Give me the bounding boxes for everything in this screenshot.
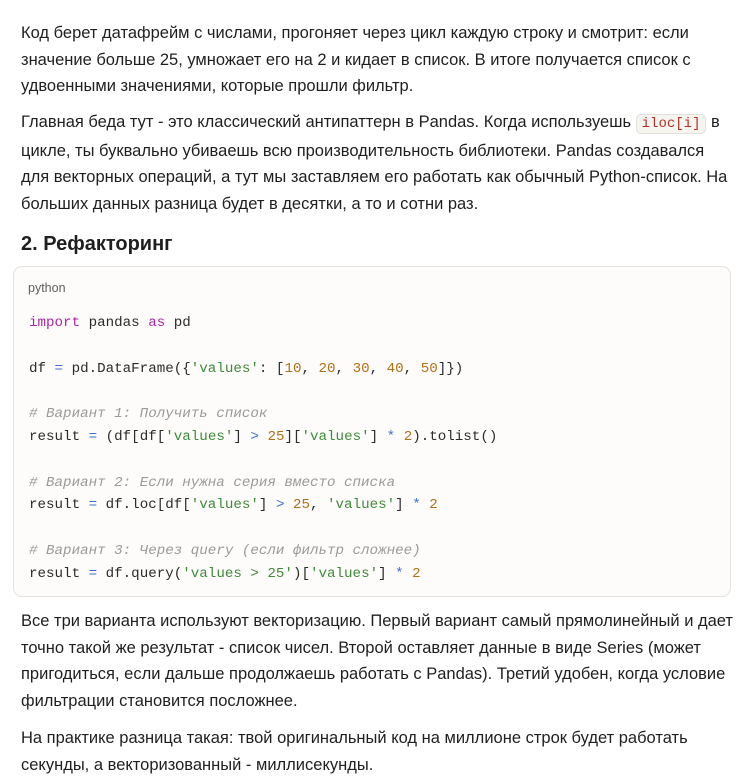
code-token-str: 'values' [190,360,259,377]
code-block[interactable] [13,266,731,597]
code-line [29,358,497,381]
paragraph-antipattern-text-2: в цикле, ты буквально убиваешь всю производительность библиотеки. Pandas создавался для векторных операций, а тут мы заставляем его работать как обычный Python-список. На больших данных разница будет в десятки, а то и сотни раз. [21,113,728,213]
code-token-op: > [275,497,285,514]
code-token-num: 25 [292,497,310,514]
code-token-plain: ).tolist() [412,428,498,445]
paragraph-code-description: Код берет датафрейм с числами, прогоняет через цикл каждую строку и смотрит: если значение больше 25, умножает его на 2 и кидает в список. В итоге получается список с удвоенными значениями, которые прошли фильтр. [21,24,691,95]
code-token-plain: result [29,497,89,514]
code-token-plain: ][ [284,428,302,445]
code-token-plain: ] [369,428,387,445]
code-token-op: = [54,360,64,377]
code-token-cm: # Вариант 2: Если нужна серия вместо списка [29,474,396,491]
code-line [29,335,497,358]
code-token-plain: pd.DataFrame({ [63,360,191,377]
code-token-plain: df.loc[df[ [97,497,191,514]
code-line [29,312,497,335]
code-token-kw: as [148,315,166,331]
code-token-op: = [88,565,98,582]
code-token-num: 10 [284,360,302,377]
code-token-num: 50 [420,360,438,377]
code-token-str: 'values' [327,497,396,514]
code-token-cm: # Вариант 1: Получить список [29,406,268,423]
code-token-plain [284,497,293,513]
code-token-plain: pd [165,315,191,331]
code-content[interactable] [29,312,497,586]
code-token-str: 'values' [165,428,234,445]
code-token-op: = [88,497,98,514]
paragraph-antipattern-text-1: Главная беда тут - это классический антипаттерн в Pandas. Когда используешь [21,113,636,131]
code-token-cm: # Вариант 3: Через query (если фильтр сложнее) [29,542,421,559]
code-line [29,380,497,403]
code-token-str: 'values' [190,497,259,514]
code-language-label: python [28,281,66,295]
code-line [29,403,497,426]
code-token-plain: ] [395,497,413,514]
code-line [29,426,497,449]
code-token-plain [395,429,404,445]
code-line [29,540,497,563]
code-token-plain [421,497,430,513]
code-token-plain: ] [258,497,276,514]
code-token-plain: result [29,565,89,582]
code-token-num: 40 [386,360,404,377]
code-token-kw: import [29,315,81,331]
code-token-plain: pandas [80,315,149,331]
code-token-op: = [88,428,98,445]
code-token-plain: , [335,360,353,377]
code-token-plain: , [403,360,421,377]
code-token-op: * [412,497,421,514]
code-token-op: * [395,565,404,582]
paragraph-practice: На практике разница такая: твой оригинальный код на миллионе строк будет работать секунды, а векторизованный - миллисекунды. [21,729,688,774]
code-token-num: 20 [318,360,336,377]
code-token-num: 25 [267,428,285,445]
code-token-plain: result [29,428,89,445]
code-token-num: 2 [403,428,413,445]
code-token-plain: : [ [258,360,285,377]
code-token-op: > [250,428,259,445]
code-token-num: 2 [429,497,438,514]
section-heading: 2. Рефакторинг [21,233,173,255]
paragraph-vectorization: Все три варианта используют векторизацию. Первый вариант самый прямолинейный и дает точно такой же результат - список чисел. Второй оставляет данные в виде Series (может пригодиться, если дальше продолжаешь работать с Pandas). Третий удобен, когда условие фильтрации становится посложнее. [21,612,733,710]
code-token-plain [404,566,413,582]
code-token-plain: (df[df[ [97,428,166,445]
code-token-plain: , [310,497,328,514]
code-line [29,449,497,472]
code-line [29,563,497,586]
code-token-str: 'values' [309,565,379,582]
code-token-str: 'values > 25' [182,565,293,582]
code-token-plain: ]}) [437,360,464,377]
paragraph-antipattern [21,109,733,217]
code-token-plain: , [369,360,387,377]
code-token-str: 'values' [301,428,370,445]
code-token-num: 2 [412,565,421,582]
code-token-num: 30 [352,360,370,377]
code-token-plain: )[ [292,565,310,582]
code-token-plain: df.query( [97,565,183,582]
code-token-plain: ] [233,428,251,445]
inline-code-iloc: iloc[i] [636,114,707,134]
code-line [29,517,497,540]
code-line [29,494,497,517]
code-token-plain: , [301,360,319,377]
code-token-plain: ] [378,565,396,582]
code-token-op: * [386,428,396,445]
code-line [29,472,497,495]
code-token-plain: df [29,360,55,377]
